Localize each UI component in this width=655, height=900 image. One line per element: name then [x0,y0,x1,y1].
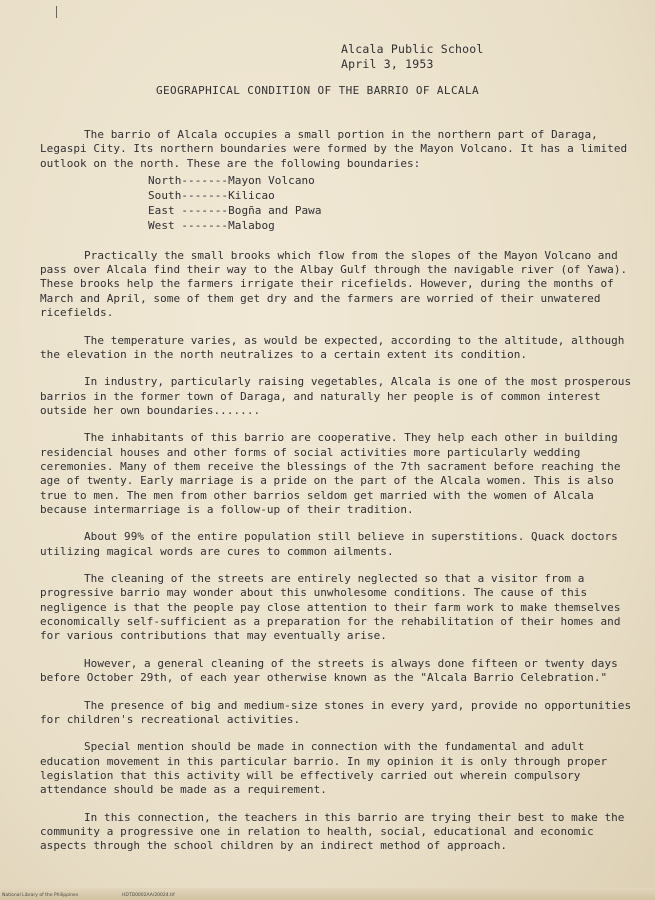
boundary-dashes: ------- [181,173,229,187]
footer-file-code: HDTD0002AA/20024.tif [122,893,175,898]
footer-library: National Library of the Philippines [2,893,79,898]
boundary-dashes: ------- [174,203,229,217]
paragraph-celebration: However, a general cleaning of the streets is always done fifteen or twenty days before October 29th, of each year otherwise known as the "Alcala Barrio Celebration." [40,656,618,685]
paragraph-industry: In industry, particularly raising vegetables, Alcala is one of the most prosperous barrios in the former town of Daraga, and naturally her people is of common interest outside her own boundaries....... [40,375,632,417]
scan-footer-strip [0,888,655,900]
boundary-dashes: ------- [174,218,229,232]
boundary-place: Bogña and Pawa [228,203,322,217]
boundary-direction: South [148,188,182,202]
boundary-direction: North [148,173,182,187]
boundary-list [148,173,640,233]
document-title: GEOGRAPHICAL CONDITION OF THE BARRIO OF ALCALA [156,84,480,97]
paragraph-superstitions: About 99% of the entire population still believe in superstitions. Quack doctors utilizing magical words are cures to common ailments. [40,530,618,558]
paragraph-education: Special mention should be made in connection with the fundamental and adult education movement in this particular barrio. In my opinion it is only through proper legislation that this activity will be effectively carried out wherein compulsory attendance should be made as a requirement. [40,740,608,797]
document-date: April 3, 1953 [341,57,434,71]
paragraph-inhabitants: The inhabitants of this barrio are cooperative. They help each other in building residencial houses and other forms of social activities more particularly wedding ceremonies. Many of them receive the blessings of the 7th sacrament before reaching the age of twenty. Early marriage is a pride on the part of the Alcala women. This is also true to men. The men from other barrios seldom get married with the women of Alcala because intermarriage is a follow-up of their tradition. [40,431,621,516]
boundary-direction: West [148,218,175,232]
boundary-direction: East [148,203,175,217]
boundary-place: Mayon Volcano [228,173,315,187]
paragraph-intro: The barrio of Alcala occupies a small portion in the northern part of Daraga, Legaspi City. Its northern boundaries were formed by the Mayon Volcano. It has a limited outlook on the north. These are the following boundaries: [40,128,628,170]
paragraph-teachers: In this connection, the teachers in this barrio are trying their best to make the community a progressive one in relation to health, social, educational and economic aspects through the school children by an indirect method of approach. [40,810,625,853]
boundary-south [148,188,640,203]
boundary-north [148,173,640,188]
boundary-place: Kilicao [228,188,275,202]
boundary-east [148,203,640,218]
paragraph-temperature: The temperature varies, as would be expected, according to the altitude, although the elevation in the north neutralizes to a certain extent its condition. [40,333,625,361]
letter-header [341,42,483,72]
paragraph-brooks: Practically the small brooks which flow from the slopes of the Mayon Volcano and pass over Alcala find their way to the Albay Gulf through the navigable river (of Yawa). These brooks help the farmers irrigate their ricefields. However, during the months of March and April, some of them get dry and the farmers are worried of their unwatered ricefields. [40,248,628,320]
boundary-place: Malabog [228,218,275,232]
school-name: Alcala Public School [341,42,484,56]
paragraph-stones: The presence of big and medium-size stones in every yard, provide no opportunities for children's recreational activities. [40,698,632,726]
paragraph-cleaning: The cleaning of the streets are entirely neglected so that a visitor from a progressive barrio may wonder about this unwholesome conditions. The cause of this negligence is that the people pay close attention to their farm work to make themselves economically self-sufficient as a preparation for the rehabilitation of their homes and for various contributions that may eventually arise. [40,572,621,643]
margin-mark [56,6,57,18]
boundary-west [148,218,640,233]
boundary-dashes: ------- [181,188,229,202]
document-body [40,128,640,867]
